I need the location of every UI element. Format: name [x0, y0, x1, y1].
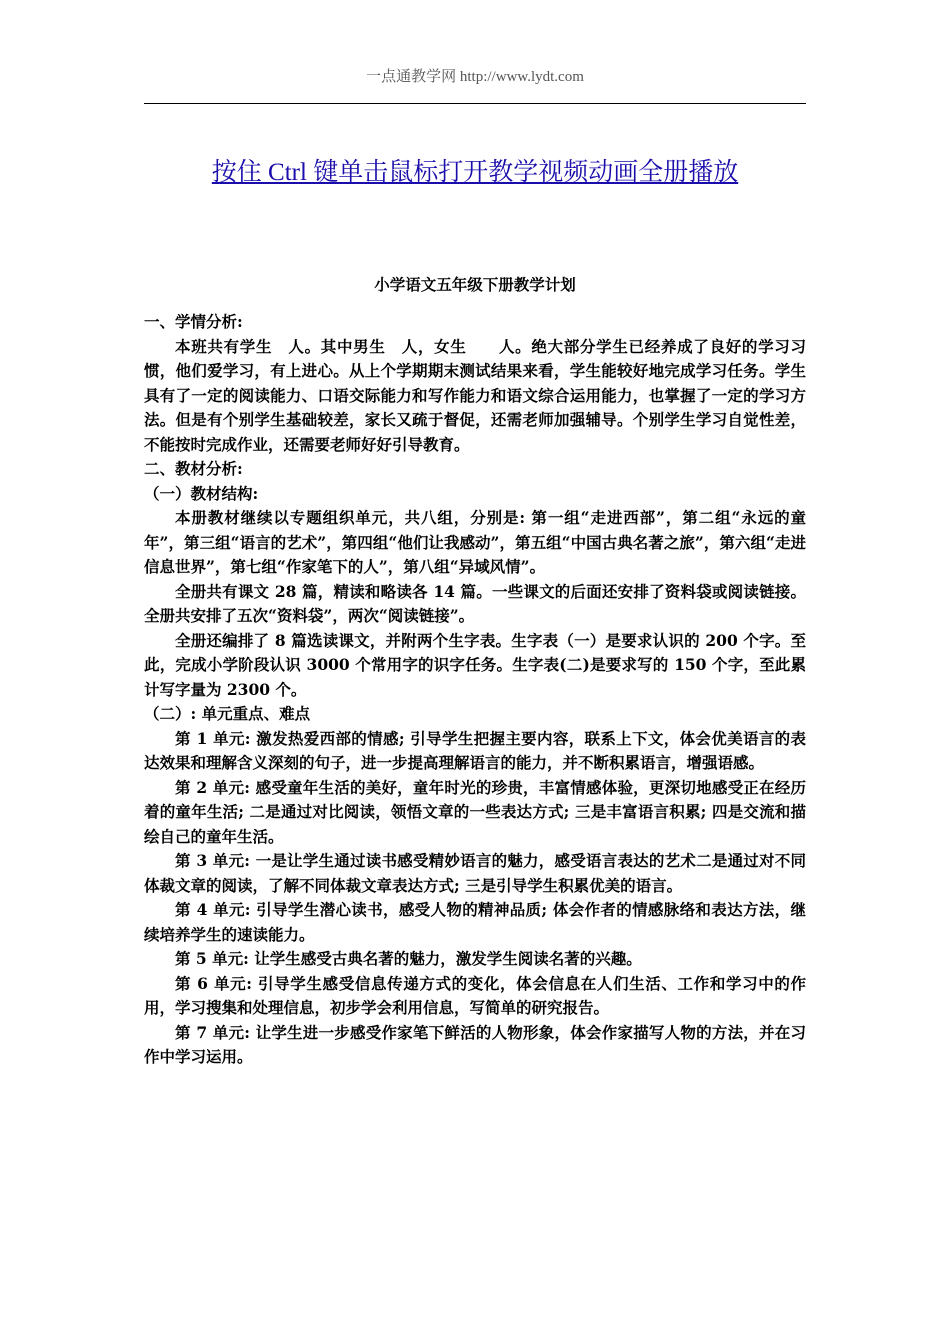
header-divider	[144, 103, 806, 104]
paragraph-unit-6: 第 6 单元: 引导学生感受信息传递方式的变化，体会信息在人们生活、工作和学习中的作用，学习搜集和处理信息，初步学会利用信息，写简单的研究报告。	[144, 973, 806, 1017]
video-playback-link[interactable]: 按住 Ctrl 键单击鼠标打开教学视频动画全册播放	[211, 159, 739, 186]
paragraph-unit-1: 第 1 单元: 激发热爱西部的情感; 引导学生把握主要内容，联系上下文，体会优美语言的表达效果和理解含义深刻的句子，进一步提高理解语言的能力，并不断积累语言，增强语感。	[144, 728, 806, 772]
site-header: 一点通教学网 http://www.lydt.com	[366, 69, 584, 85]
paragraph-unit-3: 第 3 单元: 一是让学生通过读书感受精妙语言的魅力，感受语言表达的艺术二是通过对不同体裁文章的阅读，了解不同体裁文章表达方式; 三是引导学生积累优美的语言。	[144, 851, 806, 895]
paragraph-structure-characters: 全册还编排了 8 篇选读课文，并附两个生字表。生字表（一）是要求认识的 200 个字。至此，完成小学阶段认识 3000 个常用字的识字任务。生字表(二)是要求写的 150 个字，至此累计写字量为 2300 个。	[144, 630, 806, 699]
paragraph-unit-5: 第 5 单元: 让学生感受古典名著的魅力，激发学生阅读名著的兴趣。	[175, 949, 642, 968]
paragraph-unit-2: 第 2 单元: 感受童年生活的美好，童年时光的珍贵，丰富情感体验，更深切地感受正在经历着的童年生活; 二是通过对比阅读，领悟文章的一些表达方式; 三是丰富语言积累; 四是交流和描绘自己的童年生活。	[144, 777, 806, 846]
paragraph-structure-texts: 全册共有课文 28 篇，精读和略读各 14 篇。一些课文的后面还安排了资料袋或阅读链接。全册共安排了五次“资料袋”，两次“阅读链接”。	[144, 581, 806, 625]
subsection-heading-unit-focus: （二）: 单元重点、难点	[144, 704, 311, 723]
document-body	[144, 310, 806, 1070]
paragraph-unit-4: 第 4 单元: 引导学生潜心读书，感受人物的精神品质; 体会作者的情感脉络和表达方法，继续培养学生的速读能力。	[144, 900, 806, 944]
section-heading-student-analysis: 一、学情分析:	[144, 312, 243, 331]
section-heading-textbook-analysis: 二、教材分析:	[144, 459, 243, 478]
document-title: 小学语文五年级下册教学计划	[374, 275, 576, 294]
paragraph-student-analysis: 本班共有学生 人。其中男生 人，女生 人。绝大部分学生已经养成了良好的学习习惯，他们爱学习，有上进心。从上个学期期末测试结果来看，学生能较好地完成学习任务。学生具有了一定的阅读能力、口语交际能力和写作能力和语文综合运用能力，也掌握了一定的学习方法。但是有个别学生基础较差，家长又疏于督促，还需老师加强辅导。个别学生学习自觉性差，不能按时完成作业，还需要老师好好引导教育。	[144, 336, 806, 454]
paragraph-unit-7: 第 7 单元: 让学生进一步感受作家笔下鲜活的人物形象，体会作家描写人物的方法，并在习作中学习运用。	[144, 1022, 806, 1066]
subsection-heading-structure: （一）教材结构:	[144, 483, 259, 503]
paragraph-structure-units: 本册教材继续以专题组织单元，共八组，分别是: 第一组“走进西部”，第二组“永远的童年”，第三组“语言的艺术”，第四组“他们让我感动”，第五组“中国古典名著之旅”，第六组“走进信息世界”，第七组“作家笔下的人”，第八组“异域风情”。	[144, 508, 806, 576]
